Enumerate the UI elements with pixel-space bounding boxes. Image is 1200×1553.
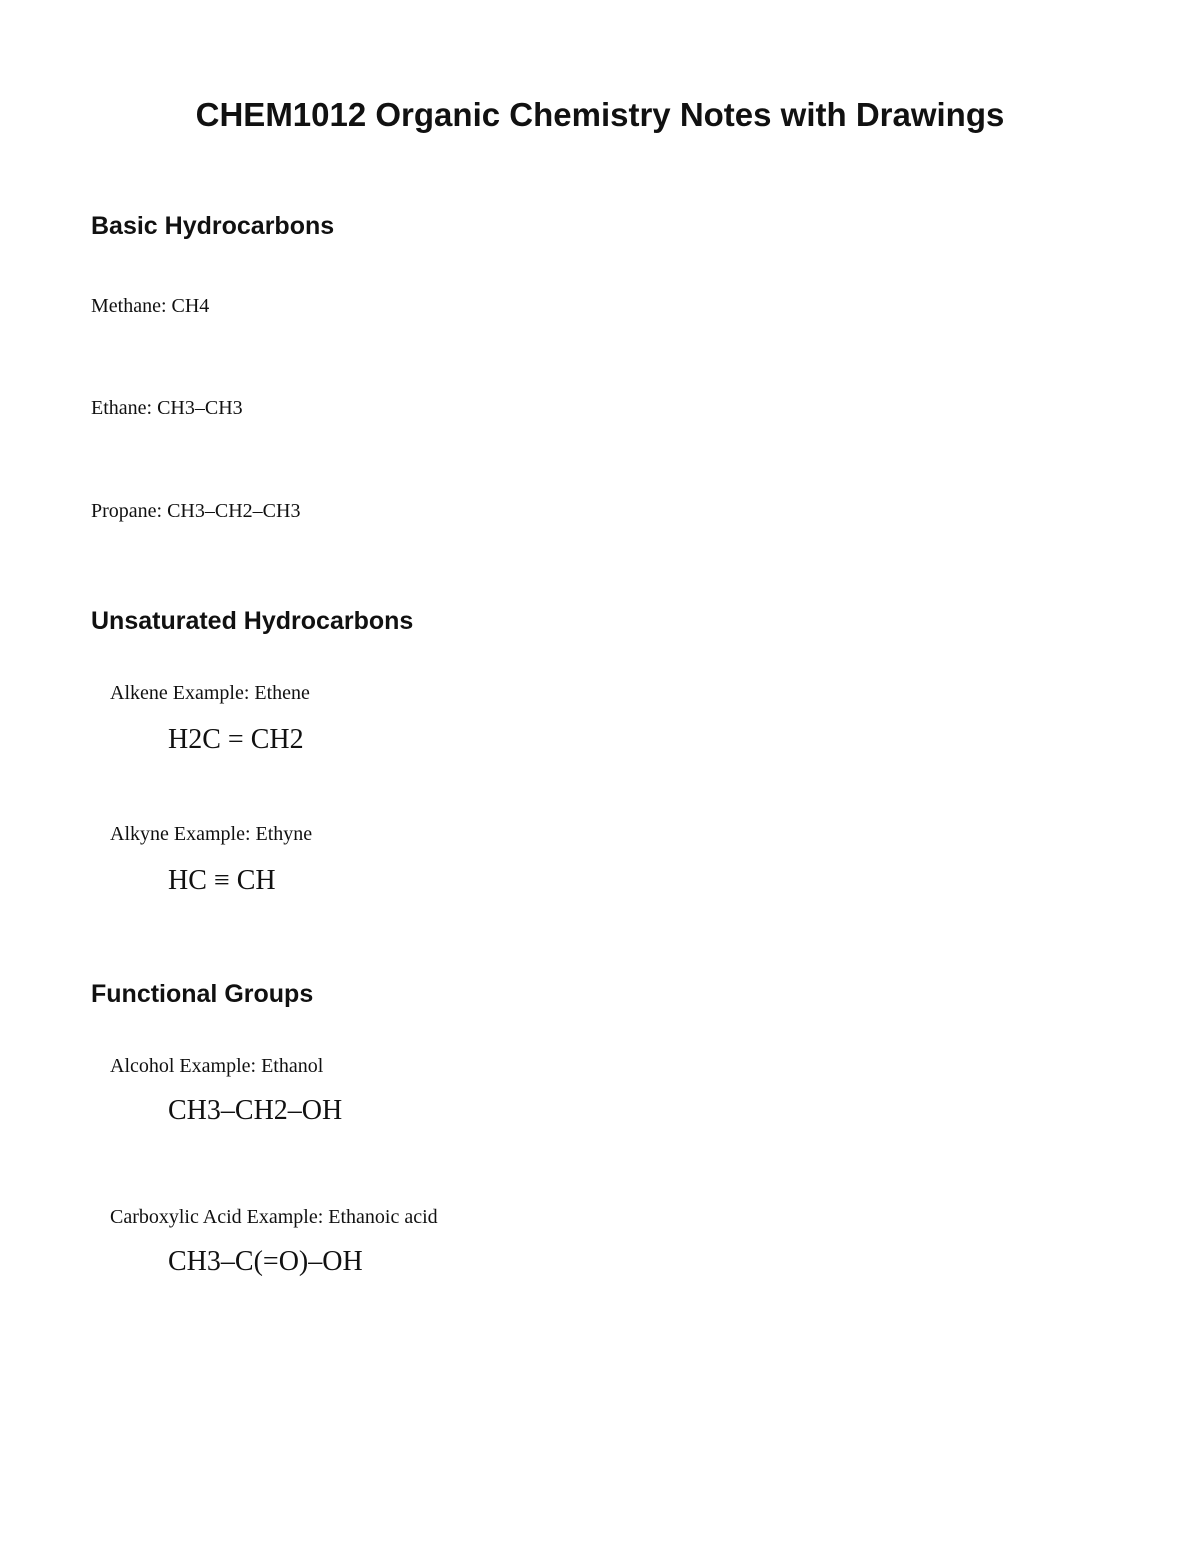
methane-line: Methane: CH4: [91, 295, 210, 317]
ethane-line: Ethane: CH3–CH3: [91, 397, 243, 419]
carboxylic-acid-example-label: Carboxylic Acid Example: Ethanoic acid: [110, 1206, 438, 1228]
alkyne-formula: HC ≡ CH: [168, 865, 276, 896]
alcohol-formula: CH3–CH2–OH: [168, 1095, 343, 1126]
section-heading-functional-groups: Functional Groups: [91, 980, 314, 1008]
section-heading-basic-hydrocarbons: Basic Hydrocarbons: [91, 212, 335, 240]
page-title: CHEM1012 Organic Chemistry Notes with Drawings: [195, 96, 1005, 133]
alcohol-example-label: Alcohol Example: Ethanol: [110, 1055, 324, 1077]
alkyne-example-label: Alkyne Example: Ethyne: [110, 823, 313, 845]
propane-line: Propane: CH3–CH2–CH3: [91, 500, 301, 522]
alkene-formula: H2C = CH2: [168, 724, 304, 755]
alkene-example-label: Alkene Example: Ethene: [110, 682, 310, 704]
section-heading-unsaturated-hydrocarbons: Unsaturated Hydrocarbons: [91, 607, 414, 635]
carboxylic-acid-formula: CH3–C(=O)–OH: [168, 1246, 363, 1277]
